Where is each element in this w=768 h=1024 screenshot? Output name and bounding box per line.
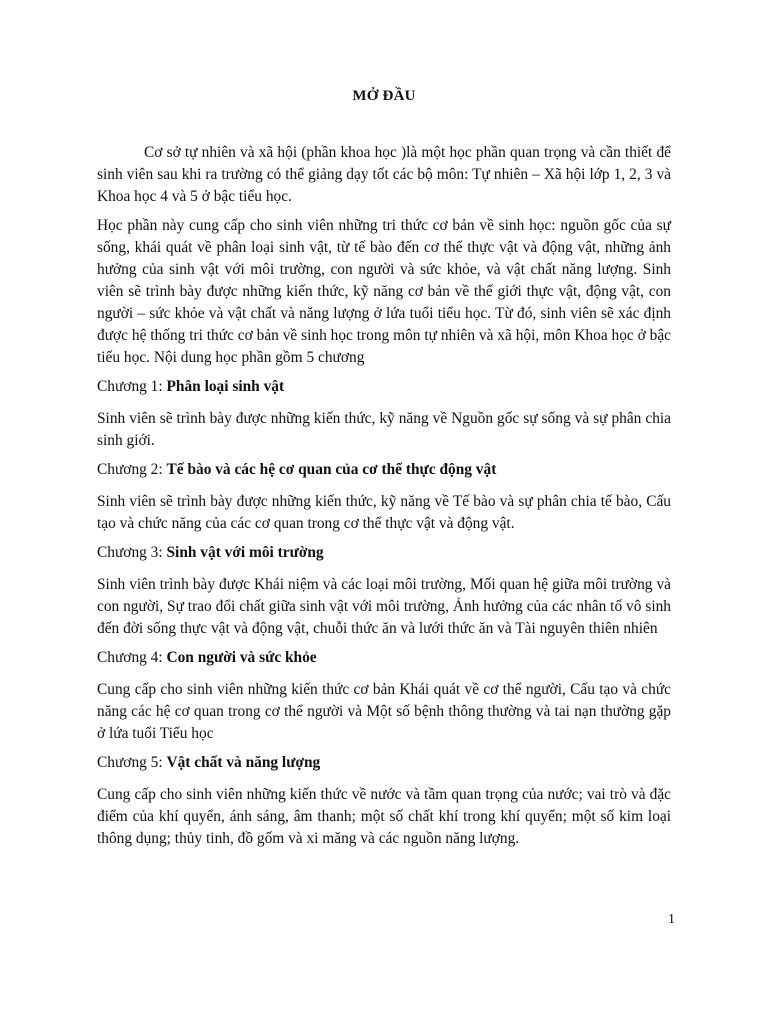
chapter-4-description: Cung cấp cho sinh viên những kiến thức cơ bản Khái quát về cơ thể người, Cấu tạo và chức năng các hệ cơ quan trong cơ thể người và Một số bệnh thông thường và tai nạn thường gặp ở lứa tuổi Tiểu học — [97, 681, 671, 742]
chapter-1-heading — [97, 376, 671, 398]
chapter-1-prefix: Chương 1: — [97, 378, 167, 395]
chapter-5-description: Cung cấp cho sinh viên những kiến thức về nước và tầm quan trọng của nước; vai trò và đặc điểm của khí quyển, ánh sáng, âm thanh; một số chất khí trong khí quyển; một số kim loại thông dụng; thủy tinh, đồ gốm và xi măng và các nguồn năng lượng. — [97, 786, 671, 847]
chapter-2-heading — [97, 459, 671, 481]
chapter-2-description: Sinh viên sẽ trình bày được những kiến thức, kỹ năng về Tế bào và sự phân chia tế bào, Cấu tạo và chức năng của các cơ quan trong cơ thể thực vật và động vật. — [97, 493, 671, 532]
intro-paragraph: Cơ sở tự nhiên và xã hội (phần khoa học )là một học phần quan trọng và cần thiết để sinh viên sau khi ra trường có thể giảng dạy tốt các bộ môn: Tự nhiên – Xã hội lớp 1, 2, 3 và Khoa học 4 và 5 ở bậc tiểu học. — [97, 144, 671, 205]
chapter-5-prefix: Chương 5: — [97, 754, 167, 771]
chapter-3-heading — [97, 542, 671, 564]
chapter-3-title: Sinh vật với môi trường — [166, 544, 324, 561]
page-title: MỞ ĐẦU — [352, 88, 416, 104]
document-body — [97, 142, 671, 857]
chapter-1-description: Sinh viên sẽ trình bày được những kiến thức, kỹ năng về Nguồn gốc sự sống và sự phân chia sinh giới. — [97, 410, 671, 449]
chapter-3-description: Sinh viên trình bày được Khái niệm và các loại môi trường, Mối quan hệ giữa môi trường và con người, Sự trao đổi chất giữa sinh vật với môi trường, Ảnh hưởng của các nhân tố vô sinh đến đời sống thực vật và động vật, chuỗi thức ăn và lưới thức ăn và Tài nguyên thiên nhiên — [97, 576, 671, 637]
page-number: 1 — [668, 912, 675, 927]
chapter-5-heading — [97, 752, 671, 774]
chapter-4-title: Con người và sức khỏe — [166, 649, 317, 666]
overview-paragraph: Học phần này cung cấp cho sinh viên những tri thức cơ bản về sinh học: nguồn gốc của sự sống, khái quát về phân loại sinh vật, từ tế bào đến cơ thể thực vật và động vật, những ảnh hưởng của sinh vật với môi trường, con người và sức khỏe, và vật chất năng lượng. Sinh viên sẽ trình bày được những kiến thức, kỹ năng cơ bản về thế giới thực vật, động vật, con người – sức khỏe và vật chất và năng lượng ở lứa tuổi tiểu học. Từ đó, sinh viên sẽ xác định được hệ thống tri thức cơ bản về sinh học trong môn tự nhiên và xã hội, môn Khoa học ở bậc tiểu học. Nội dung học phần gồm 5 chương — [97, 217, 671, 366]
chapter-2-title: Tế bào và các hệ cơ quan của cơ thể thực động vật — [166, 461, 497, 478]
chapter-3-prefix: Chương 3: — [97, 544, 167, 561]
chapter-4-prefix: Chương 4: — [97, 649, 167, 666]
chapter-4-heading — [97, 647, 671, 669]
chapter-1-title: Phân loại sinh vật — [166, 378, 285, 395]
chapter-2-prefix: Chương 2: — [97, 461, 167, 478]
chapter-5-title: Vật chất và năng lượng — [166, 754, 321, 771]
